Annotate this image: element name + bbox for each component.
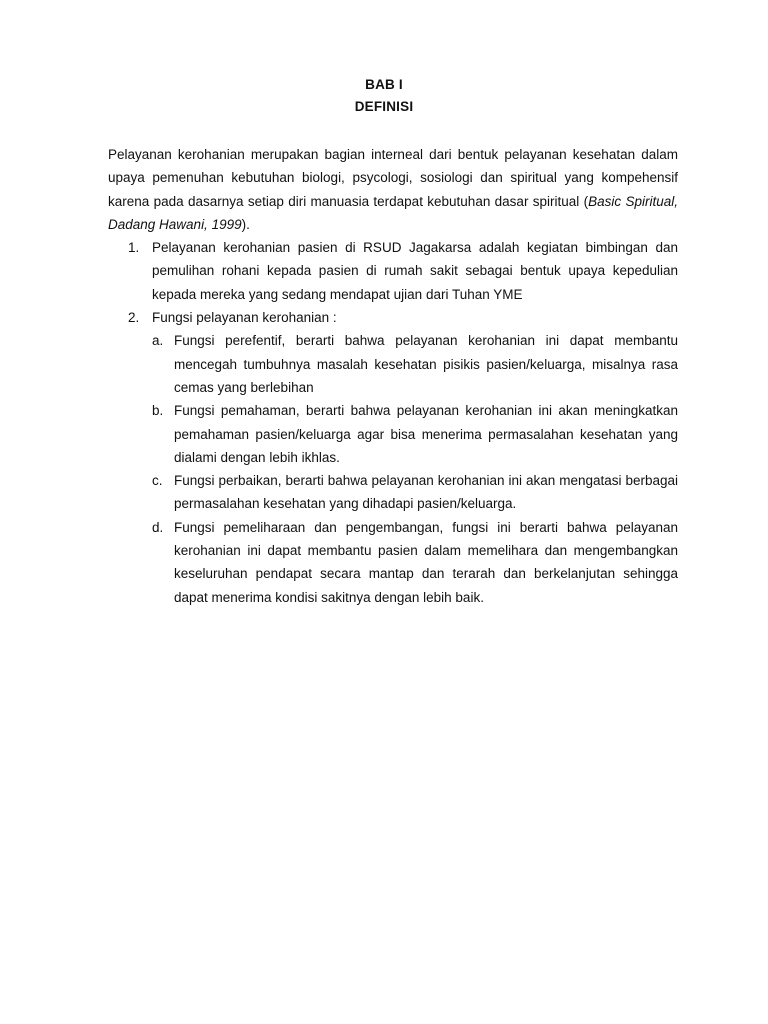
list-item-text: Pelayanan kerohanian pasien di RSUD Jagakarsa adalah kegiatan bimbingan dan pemulihan rohani kepada pasien di rumah sakit sebagai bentuk upaya kepedulian kepada mereka yang sedang mendapat ujian dari Tuhan YME bbox=[152, 240, 678, 302]
sub-item-d bbox=[152, 516, 678, 609]
sub-item-marker: c. bbox=[152, 473, 163, 489]
sub-item-text: Fungsi pemahaman, berarti bahwa pelayanan kerohanian ini akan meningkatkan pemahaman pasien/keluarga agar bisa menerima permasalahan kesehatan yang dialami dengan lebih ikhlas. bbox=[174, 403, 678, 465]
numbered-list bbox=[108, 236, 678, 609]
sub-item-text: Fungsi pemeliharaan dan pengembangan, fungsi ini berarti bahwa pelayanan kerohanian ini dapat membantu pasien dalam memelihara dan mengembangkan keseluruhan pendapat secara mantap dan terarah dan berkelanjutan sehingga dapat menerima kondisi sakitnya dengan lebih baik. bbox=[174, 519, 678, 605]
list-item-marker: 1. bbox=[128, 240, 140, 256]
sub-list bbox=[152, 329, 678, 609]
sub-item-a bbox=[152, 329, 678, 399]
list-item-1 bbox=[108, 236, 678, 306]
sub-item-b bbox=[152, 399, 678, 469]
sub-item-text: Fungsi perefentif, berarti bahwa pelayanan kerohanian ini dapat membantu mencegah tumbuhnya masalah kesehatan pisikis pasien/keluarga, misalnya rasa cemas yang berlebihan bbox=[174, 333, 678, 395]
sub-item-marker: b. bbox=[152, 403, 164, 419]
sub-item-marker: a. bbox=[152, 333, 164, 349]
list-item-2 bbox=[108, 306, 678, 609]
intro-text: Pelayanan kerohanian merupakan bagian interneal dari bentuk pelayanan kesehatan dalam upaya pemenuhan kebutuhan biologi, psycologi, sosiologi dan spiritual yang kompehensif karena pada dasarnya setiap diri manuasia terdapat kebutuhan dasar spiritual ( bbox=[108, 147, 678, 209]
document-body bbox=[108, 143, 678, 609]
list-item-text: Fungsi pelayanan kerohanian : bbox=[152, 310, 337, 326]
intro-paragraph bbox=[108, 143, 678, 236]
sub-item-marker: d. bbox=[152, 519, 164, 535]
list-item-marker: 2. bbox=[128, 310, 140, 326]
intro-citation: Basic Spiritual, Dadang Hawani, 1999 bbox=[108, 193, 678, 232]
intro-text-end: ). bbox=[241, 216, 250, 232]
chapter-heading: BAB I bbox=[365, 77, 403, 92]
sub-item-text: Fungsi perbaikan, berarti bahwa pelayanan kerohanian ini akan mengatasi berbagai permasalahan kesehatan yang dihadapi pasien/keluarga. bbox=[174, 473, 678, 512]
chapter-title: DEFINISI bbox=[354, 99, 414, 114]
sub-item-c bbox=[152, 469, 678, 516]
